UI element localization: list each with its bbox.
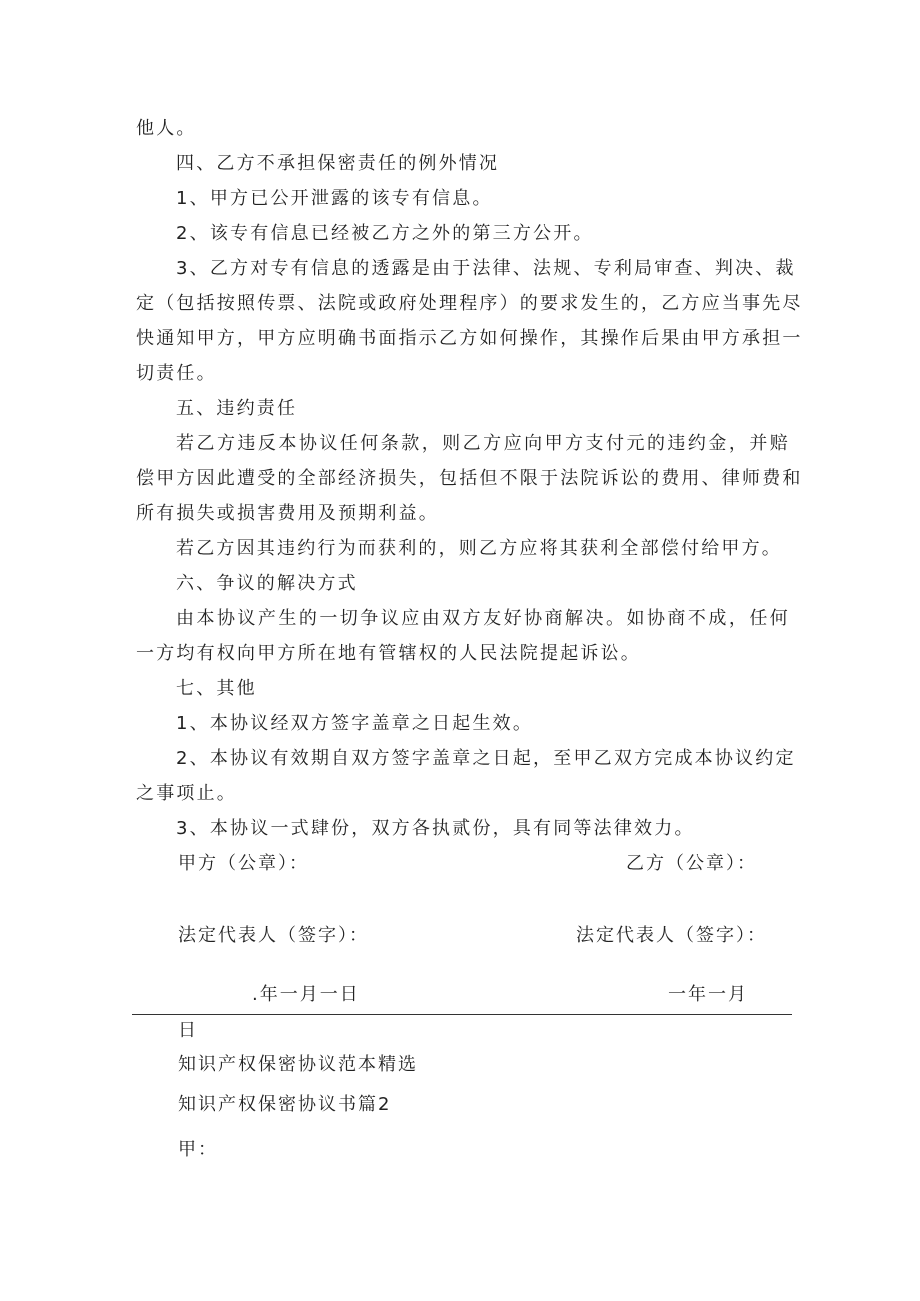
- clause-4-3-line-1: 3、乙方对专有信息的透露是由于法律、法规、专利局审查、判决、裁: [176, 258, 796, 279]
- clause-7-2-line-2: 之事项止。: [136, 783, 237, 804]
- clause-6-1-line-1: 由本协议产生的一切争议应由双方友好协商解决。如协商不成，任何: [176, 608, 790, 629]
- section-heading-4: 四、乙方不承担保密责任的例外情况: [176, 153, 500, 174]
- clause-7-2-line-1: 2、本协议有效期自双方签字盖章之日起，至甲乙双方完成本协议约定: [176, 748, 796, 769]
- party-a-heading: 甲：: [178, 1139, 218, 1160]
- clause-4-2: 2、该专有信息已经被乙方之外的第三方公开。: [176, 223, 594, 244]
- clause-5-2: 若乙方因其违约行为而获利的，则乙方应将其获利全部偿付给甲方。: [176, 538, 782, 559]
- party-a-representative-label: 法定代表人（签字）：: [178, 925, 369, 946]
- party-b-representative-label: 法定代表人（签字）：: [576, 925, 767, 946]
- document-subtitle: 知识产权保密协议书篇2: [178, 1094, 392, 1115]
- clause-5-1-line-2: 偿甲方因此遭受的全部经济损失，包括但不限于法院诉讼的费用、律师费和: [136, 468, 803, 489]
- clause-4-1: 1、甲方已公开泄露的该专有信息。: [176, 188, 493, 209]
- document-title: 知识产权保密协议范本精选: [178, 1054, 418, 1075]
- party-a-seal-label: 甲方（公章）：: [178, 853, 309, 874]
- clause-7-3: 3、本协议一式肆份，双方各执贰份，具有同等法律效力。: [176, 818, 695, 839]
- paragraph-line: 他人。: [136, 118, 197, 139]
- party-a-date: .年一月一日: [252, 984, 360, 1005]
- party-b-date: 一年一月: [668, 984, 748, 1005]
- section-heading-5: 五、违约责任: [176, 398, 298, 419]
- clause-5-1-line-3: 所有损失或损害费用及预期利益。: [136, 503, 439, 524]
- clause-7-1: 1、本协议经双方签字盖章之日起生效。: [176, 713, 534, 734]
- section-heading-6: 六、争议的解决方式: [176, 573, 358, 594]
- horizontal-rule: [132, 1014, 792, 1015]
- clause-4-3-line-4: 切责任。: [136, 363, 217, 384]
- clause-6-1-line-2: 一方均有权向甲方所在地有管辖权的人民法院提起诉讼。: [136, 643, 641, 664]
- section-heading-7: 七、其他: [176, 678, 257, 699]
- clause-4-3-line-3: 快通知甲方，甲方应明确书面指示乙方如何操作，其操作后果由甲方承担一: [136, 328, 803, 349]
- clause-5-1-line-1: 若乙方违反本协议任何条款，则乙方应向甲方支付元的违约金，并赔: [176, 433, 790, 454]
- party-b-date-continuation: 日: [178, 1020, 198, 1041]
- party-b-seal-label: 乙方（公章）：: [626, 853, 757, 874]
- clause-4-3-line-2: 定（包括按照传票、法院或政府处理程序）的要求发生的，乙方应当事先尽: [136, 293, 803, 314]
